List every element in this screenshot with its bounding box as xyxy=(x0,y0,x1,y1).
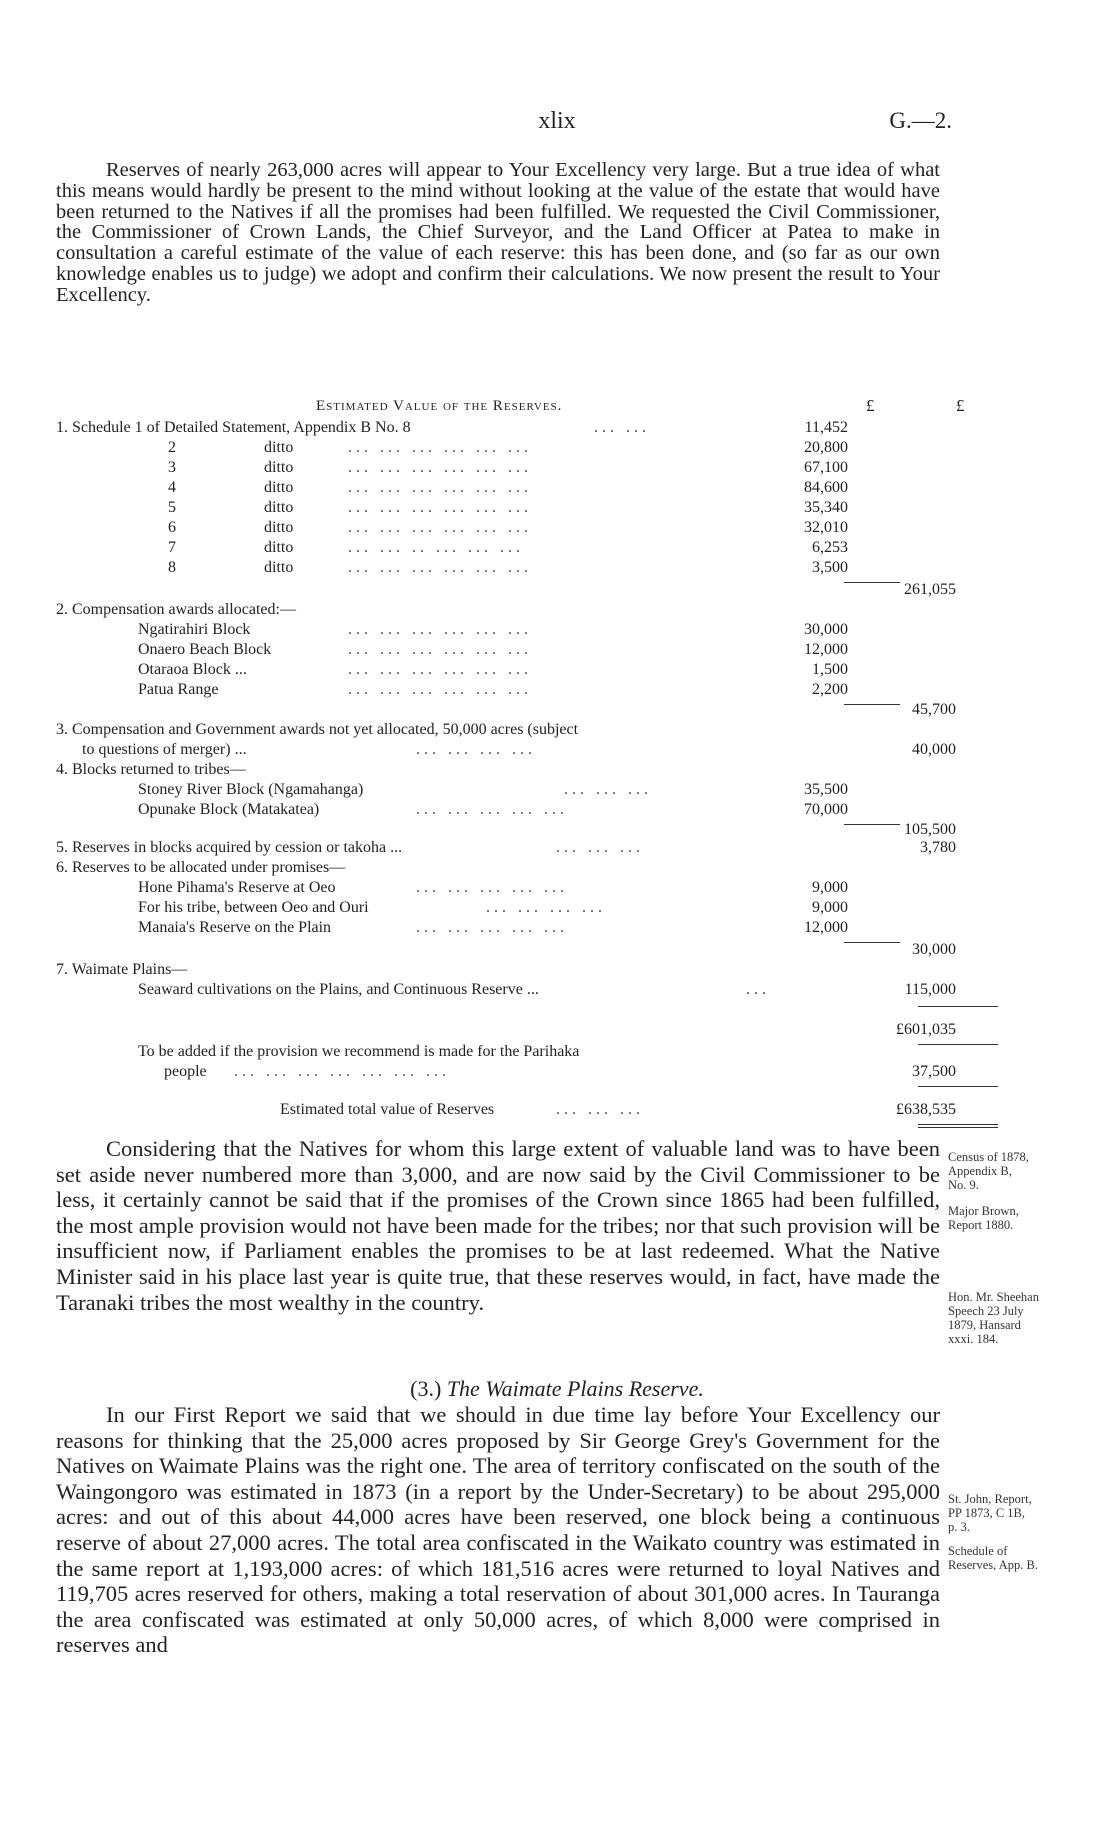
table-value: 3,500 xyxy=(812,559,848,576)
margin-note-line: Speech 23 July xyxy=(948,1304,1024,1318)
table-row: Onaero Beach Block ... ... ... ... ... ... 12,000 xyxy=(138,641,848,658)
block-label: Onaero Beach Block xyxy=(138,641,272,658)
table-value: 20,800 xyxy=(804,439,848,456)
table-row: 5 ditto ... ... ... ... ... ... 35,340 xyxy=(168,499,848,516)
table-row: 7 ditto ... ... .. ... ... ... 6,253 xyxy=(168,539,848,556)
block-label: Otaraoa Block ... xyxy=(138,661,247,678)
reserve-label: Manaia's Reserve on the Plain xyxy=(138,919,332,936)
margin-note-line: Report 1880. xyxy=(948,1218,1014,1232)
document-reference: G.—2. xyxy=(889,108,952,133)
block-label: Opunake Block (Matakatea) xyxy=(138,801,320,818)
table-row xyxy=(56,600,956,620)
table-title: Estimated Value of the Reserves. xyxy=(316,398,563,414)
section-2-label: 2. Compensation awards allocated:— xyxy=(56,601,296,618)
table-row xyxy=(56,580,956,600)
section-3-label: 3. Compensation and Government awards not yet allocated, 50,000 acres (subject xyxy=(56,721,579,738)
table-row xyxy=(56,760,956,780)
ditto-label: ditto xyxy=(264,459,294,476)
table-row: 5. Reserves in blocks acquired by cession or takoha ... ... ... ... 3,780 xyxy=(56,839,956,856)
margin-note-line: St. John, Report, xyxy=(948,1492,1032,1506)
margin-note-line: p. 3. xyxy=(948,1520,970,1534)
table-row: 6 ditto ... ... ... ... ... ... 32,010 xyxy=(168,519,848,536)
table-row: 4 ditto ... ... ... ... ... ... 84,600 xyxy=(168,479,848,496)
table-row xyxy=(56,940,956,960)
table-row xyxy=(56,820,956,840)
schedule-number: 7 xyxy=(168,539,176,556)
table-row xyxy=(56,858,956,878)
table-row xyxy=(56,700,956,720)
margin-note-line: Reserves, App. B. xyxy=(948,1558,1038,1572)
table-value: 12,000 xyxy=(804,641,848,658)
margin-note-st-john xyxy=(948,1492,1108,1534)
schedule-number: 8 xyxy=(168,559,176,576)
margin-note-line: No. 9. xyxy=(948,1178,979,1192)
margin-note-schedule xyxy=(948,1544,1108,1572)
section-7-sub-label: Seaward cultivations on the Plains, and Continuous Reserve ... xyxy=(138,981,539,998)
total-rule xyxy=(918,1127,998,1128)
table-row: 3 ditto ... ... ... ... ... ... 67,100 xyxy=(168,459,848,476)
section-7-total: 115,000 xyxy=(904,981,956,998)
schedule-number: 3 xyxy=(168,459,176,476)
table-row: Otaraoa Block ... ... ... ... ... ... ... 1,500 xyxy=(138,661,848,678)
ditto-label: ditto xyxy=(264,539,294,556)
section-4-total: 105,500 xyxy=(904,821,956,838)
margin-note-line: 1879, Hansard xyxy=(948,1318,1021,1332)
margin-note-sheehan xyxy=(948,1290,1108,1346)
subtotal-value: £601,035 xyxy=(896,1021,956,1038)
section-1-total: 261,055 xyxy=(904,581,956,598)
margin-note-census xyxy=(948,1150,1108,1192)
table-value: 6,253 xyxy=(812,539,848,556)
table-value: 2,200 xyxy=(812,681,848,698)
table-value: 32,010 xyxy=(804,519,848,536)
table-value: 30,000 xyxy=(804,621,848,638)
table-row: to questions of merger) ... ... ... ... ... 40,000 xyxy=(82,741,956,758)
block-label: Patua Range xyxy=(138,681,219,698)
column-head-pounds-total: £ xyxy=(956,396,965,415)
table-value: 84,600 xyxy=(804,479,848,496)
table-value: 1,500 xyxy=(812,661,848,678)
total-rule xyxy=(918,1086,998,1087)
table-row: people ... ... ... ... ... ... ... 37,500 xyxy=(164,1063,956,1080)
section-title xyxy=(0,1376,1114,1402)
page-number: xlix xyxy=(538,108,576,134)
margin-note-line: PP 1873, C 1B, xyxy=(948,1506,1025,1520)
section-3-label-cont: to questions of merger) ... xyxy=(82,741,247,758)
section-4-label: 4. Blocks returned to tribes— xyxy=(56,761,246,778)
table-value: 35,340 xyxy=(804,499,848,516)
ditto-label: ditto xyxy=(264,479,294,496)
grand-total-label: Estimated total value of Reserves xyxy=(280,1101,495,1118)
section-6-total: 30,000 xyxy=(912,941,956,958)
section-name: The Waimate Plains Reserve. xyxy=(446,1376,704,1401)
margin-note-line: Census of 1878, xyxy=(948,1150,1029,1164)
grand-total-value: £638,535 xyxy=(896,1101,956,1118)
table-value: 9,000 xyxy=(812,879,848,896)
table-row: Seaward cultivations on the Plains, and Continuous Reserve ... ... 115,000 xyxy=(138,981,956,998)
table-row: Manaia's Reserve on the Plain ... ... ... ... ... 12,000 xyxy=(138,919,848,936)
table-row xyxy=(56,720,956,740)
block-label: Ngatirahiri Block xyxy=(138,621,251,638)
column-head-pounds: £ xyxy=(866,396,875,415)
ditto-label: ditto xyxy=(264,519,294,536)
table-value: 35,500 xyxy=(804,781,848,798)
schedule-number: 6 xyxy=(168,519,176,536)
schedule-number: 4 xyxy=(168,479,176,496)
table-value: 67,100 xyxy=(804,459,848,476)
table-value: 70,000 xyxy=(804,801,848,818)
table-value: 9,000 xyxy=(812,899,848,916)
table-row xyxy=(56,1020,956,1040)
section-5-total: 3,780 xyxy=(920,839,956,856)
margin-note-line: Appendix B, xyxy=(948,1164,1012,1178)
table-row: Ngatirahiri Block ... ... ... ... ... ... 30,000 xyxy=(138,621,848,638)
ditto-label: ditto xyxy=(264,439,294,456)
total-rule xyxy=(918,1006,998,1007)
considering-paragraph: Considering that the Natives for whom this large extent of valuable land was to have been set aside never numbered more than 3,000, and are now said by the Civil Commissioner to be less, it certainly cannot be said that if the promises of the Crown since 1865 had been fulfilled, the most ample provision would not have been made for the tribes; nor that such provision will be insufficient now, if Parliament enables the promises to be at last redeemed. What the Native Minister said in his place last year is quite true, that these reserves would, in fact, have made the Taranaki tribes the most wealthy in the country. xyxy=(56,1136,940,1315)
table-row: 8 ditto ... ... ... ... ... ... 3,500 xyxy=(168,559,848,576)
section-7-label: 7. Waimate Plains— xyxy=(56,961,188,978)
intro-paragraph: Reserves of nearly 263,000 acres will appear to Your Excellency very large. But a true idea of what this means would hardly be present to the mind without looking at the value of the estate that would have been returned to the Natives if all the promises had been fulfilled. We requested the Civil Commissioner, the Commissioner of Crown Lands, the Chief Surveyor, and the Land Officer at Patea to make in consultation a careful estimate of the value of each reserve: this has been done, and (so far as our own knowledge enables us to judge) we adopt and confirm their calculations. We now present the result to Your Excellency. xyxy=(56,159,940,306)
table-row: Stoney River Block (Ngamahanga) ... ... ... 35,500 xyxy=(138,781,848,798)
table-row xyxy=(56,1042,956,1062)
margin-note-line: Schedule of xyxy=(948,1544,1008,1558)
waimate-paragraph: In our First Report we said that we should in due time lay before Your Excellency our reasons for thinking that the 25,000 acres proposed by Sir George Grey's Government for the Natives on Waimate Plains was the right one. The area of territory confiscated on the south of the Waingongoro was estimated in 1873 (in a report by the Under-Secretary) to be about 295,000 acres: and out of this about 44,000 acres have been reserved, one block being a continuous reserve of about 27,000 acres. The total area confiscated in the Waikato country was estimated in the same report at 1,193,000 acres: of which 181,516 acres were returned to loyal Natives and 119,705 acres reserved for others, making a total reservation of about 301,000 acres. In Tauranga the area confiscated was estimated at only 50,000 acres, of which 8,000 were comprised in reserves and xyxy=(56,1402,940,1658)
schedule-number: 2 xyxy=(168,439,176,456)
table-row: Patua Range ... ... ... ... ... ... 2,200 xyxy=(138,681,848,698)
table-value: 12,000 xyxy=(804,919,848,936)
section-5-label: 5. Reserves in blocks acquired by cession or takoha ... xyxy=(56,839,403,856)
margin-note-line: Hon. Mr. Sheehan xyxy=(948,1290,1039,1304)
table-row: 2 ditto ... ... ... ... ... ... 20,800 xyxy=(168,439,848,456)
total-rule xyxy=(918,1124,998,1125)
table-row: Hone Pihama's Reserve at Oeo ... ... ... ... ... 9,000 xyxy=(138,879,848,896)
table-row: Estimated total value of Reserves ... ... ... £638,535 xyxy=(280,1101,956,1118)
margin-note-major-brown xyxy=(948,1204,1108,1232)
parihaka-label: To be added if the provision we recommend is made for the Parihaka xyxy=(138,1043,580,1060)
parihaka-value: 37,500 xyxy=(912,1063,956,1080)
table-row xyxy=(56,960,956,980)
table-row: 1. Schedule 1 of Detailed Statement, Appendix B No. 8 ... ... 11,452 xyxy=(56,419,848,436)
table-value: 11,452 xyxy=(804,419,848,436)
section-2-total: 45,700 xyxy=(912,701,956,718)
parihaka-label-cont: people xyxy=(164,1063,207,1080)
ditto-label: ditto xyxy=(264,559,294,576)
table-row: Opunake Block (Matakatea) ... ... ... ... ... 70,000 xyxy=(138,801,848,818)
ditto-label: ditto xyxy=(264,499,294,516)
reserve-label: Hone Pihama's Reserve at Oeo xyxy=(138,879,336,896)
table-row: For his tribe, between Oeo and Ouri ... ... ... ... 9,000 xyxy=(138,899,848,916)
margin-note-line: xxxi. 184. xyxy=(948,1332,999,1346)
section-number: (3.) xyxy=(410,1376,442,1401)
section-1-label: 1. Schedule 1 of Detailed Statement, Appendix B No. 8 xyxy=(56,419,411,436)
section-3-total: 40,000 xyxy=(912,741,956,758)
schedule-number: 5 xyxy=(168,499,176,516)
reserve-label: For his tribe, between Oeo and Ouri xyxy=(138,899,369,916)
section-6-label: 6. Reserves to be allocated under promises— xyxy=(56,859,346,876)
margin-note-line: Major Brown, xyxy=(948,1204,1019,1218)
block-label: Stoney River Block (Ngamahanga) xyxy=(138,781,364,798)
